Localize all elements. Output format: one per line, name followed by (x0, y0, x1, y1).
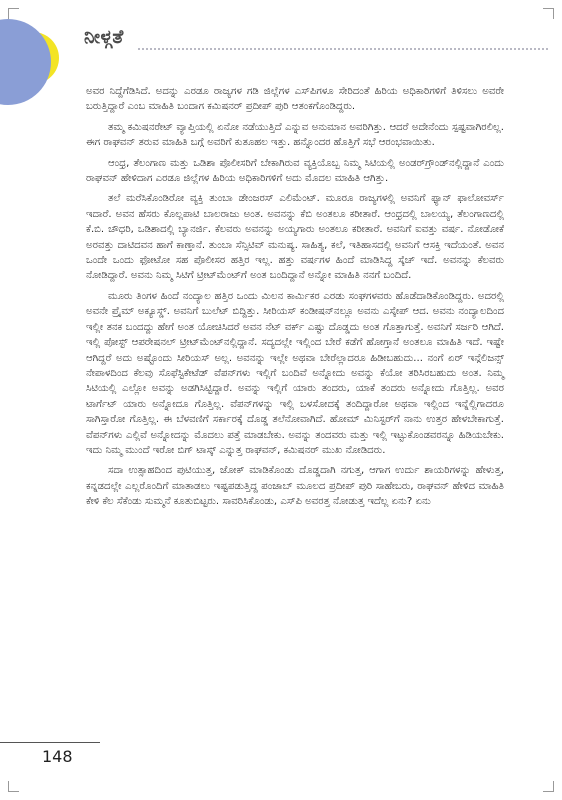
crop-mark-bottom-left (8, 781, 19, 792)
page-number: 148 (42, 747, 73, 766)
header-dotted-rule (138, 48, 548, 50)
body-text (86, 84, 504, 515)
blue-circle (0, 19, 51, 105)
paragraph: ಸದಾ ಉತ್ಸಾಹದಿಂದ ಪುಟಿಯುತ್ತ, ಜೋಕ್ ಮಾಡಿಕೊಂಡು ದೊಡ್ಡದಾಗಿ ನಗುತ್ತ, ಆಗಾಗ ಉರ್ದು ಶಾಯರಿಗಳನ್ನು ಹೇಳುತ್ತ, ಕನ್ನಡದಲ್ಲೇ ಎಲ್ಲರೊಂದಿಗೆ ಮಾತಾಡಲು ಇಷ್ಟಪಡುತ್ತಿದ್ದ ಪಂಜಾಬ್ ಮೂಲದ ಪ್ರದೀಪ್ ಪುರಿ ಸಾಹೇಬರು, ರಾಘವನ್ ಹೇಳಿದ ಮಾಹಿತಿ ಕೇಳಿ ಕೆಲ ಸೆಕೆಂಡು ಸುಮ್ಮನೆ ಕೂತುಬಿಟ್ಟರು. ಸಾವರಿಸಿಕೊಂಡು, ಎಸ್‌ಪಿ ಅವರತ್ತ ನೋಡುತ್ತ ಇದೆಲ್ಲ ಏನು? ಏನು (86, 465, 504, 508)
paragraph: ತಮ್ಮ ಕಮಿಷನರೇಟ್ ವ್ಯಾಪ್ತಿಯಲ್ಲಿ ಏನೋ ನಡೆಯುತ್ತಿದೆ ಎನ್ನುವ ಅನುಮಾನ ಅವರಿಗಿತ್ತು. ಆದರೆ ಅದೇನೆಂದು ಸ್ಪಷ್ಟವಾಗಿರಲಿಲ್ಲ. ಈಗ ರಾಘವನ್ ತರುವ ಮಾಹಿತಿ ಬಗ್ಗೆ ಅವರಿಗೆ ಕುತೂಹಲ ಇತ್ತು. ಹನ್ನೊಂದರ ಹೊತ್ತಿಗೆ ಸಭೆ ಆರಂಭವಾಯಿತು. (86, 121, 504, 149)
paragraph: ಅವರ ನಿದ್ದೆಗೆಡಿಸಿದೆ. ಅದನ್ನು ಎರಡೂ ರಾಜ್ಯಗಳ ಗಡಿ ಜಿಲ್ಲೆಗಳ ಎಸ್‌ಪಿಗಳೂ ಸೇರಿದಂತೆ ಹಿರಿಯ ಅಧಿಕಾರಿಗಳಿಗೆ ತಿಳಿಸಲು ಅವರೇ ಬರುತ್ತಿದ್ದಾರೆ ಎಂಬ ಮಾಹಿತಿ ಬಂದಾಗ ಕಮಿಷನರ್ ಪ್ರದೀಪ್ ಪುರಿ ಆತಂಕಗೊಂಡಿದ್ದರು. (86, 86, 504, 113)
paragraph: ಆಂಧ್ರ, ತೆಲಂಗಾಣ ಮತ್ತು ಒಡಿಶಾ ಪೊಲೀಸರಿಗೆ ಬೇಕಾಗಿರುವ ವ್ಯಕ್ತಿಯೊಬ್ಬ ನಿಮ್ಮ ಸಿಟಿಯಲ್ಲಿ ಅಂಡರ್‌ಗ್ರೌಂಡ್‌ನಲ್ಲಿದ್ದಾನೆ ಎಂದು ರಾಘವನ್ ಹೇಳಿದಾಗ ಎರಡೂ ಜಿಲ್ಲೆಗಳ ಹಿರಿಯ ಅಧಿಕಾರಿಗಳಿಗೆ ಅದು ಮೊದಲ ಮಾಹಿತಿ ಆಗಿತ್ತು. (86, 157, 504, 185)
footer-rule (0, 742, 100, 743)
paragraph: ಮೂರು ತಿಂಗಳ ಹಿಂದೆ ನಂದ್ಯಾಲ ಹತ್ತಿರ ಒಂದು ಮಿಲನ ಕಾರ್ಮಿಕರ ಎರಡು ಸಂಘಗಳವರು ಹೊಡೆದಾಡಿಕೊಂಡಿದ್ದರು. ಅದರಲ್ಲಿ ಅವನೇ ಪ್ರೈಮ್ ಅಕ್ಯೂಸ್ಡ್. ಅವನಿಗೆ ಬುಲೆಟ್ ಬಿದ್ದಿತ್ತು. ಸೀರಿಯಸ್ ಕಂಡೀಷನ್‌ನಲ್ಲೂ ಅವನು ಎಸ್ಕೇಪ್ ಆದ. ಅವನು ನಂದ್ಯಾಲದಿಂದ ಇಲ್ಲೀ ತನಕ ಬಂದದ್ದು ಹೇಗೆ ಅಂತ ಯೋಚಿಸಿದರೆ ಅವನ ನೆಟ್ ವರ್ಕ್ ಎಷ್ಟು ದೊಡ್ಡದು ಅಂತ ಗೊತ್ತಾಗುತ್ತೆ. ಅವನಿಗೆ ಸರ್ಜರಿ ಆಗಿದೆ. ಇಲ್ಲಿ ಪೋಸ್ಟ್ ಆಪರೇಷನಲ್ ಟ್ರೀಟ್‌ಮೆಂಟ್‌ನಲ್ಲಿದ್ದಾನೆ. ಸದ್ಯದಲ್ಲೇ ಇಲ್ಲಿಂದ ಬೇರೆ ಕಡೆಗೆ ಹೋಗ್ತಾನೆ ಅಂತಲೂ ಮಾಹಿತಿ ಇದೆ. ಇಷ್ಟೇ ಆಗಿದ್ದರೆ ಅದು ಅಷ್ಟೊಂದು ಸೀರಿಯಸ್ ಅಲ್ಲ. ಅವನನ್ನು ಇಲ್ಲೇ ಅಥವಾ ಬೇರೆಲ್ಲಾದರೂ ಹಿಡೀಬಹುದು... ನಂಗೆ ಏರ್ ಇನ್ಗೆಲಿಜನ್ಸ್ ನೇಪಾಳದಿಂದ ಕೆಲವು ಸೊಫೆಸ್ಟಿಕೇಟೆಡ್ ವೆಪನ್‌ಗಳು ಇಲ್ಲಿಗೆ ಬಂದಿವೆ ಅನ್ನೋದು ಅವನ್ನು ಕೆಯೋ ತರಿಸಿರಬಹುದು ಅಂತ. ನಿಮ್ಮ ಸಿಟಿಯಲ್ಲಿ ಎಲ್ಲೋ ಅವನ್ನು ಅಡಗಿಸಿಟ್ಟಿದ್ದಾರೆ. ಅವನ್ನು ಇಲ್ಲಿಗೆ ಯಾರು ತಂದರು, ಯಾಕೆ ತಂದರು ಅನ್ನೋದು ಗೊತ್ತಿಲ್ಲ. ಅವರ ಟಾರ್ಗೆಟ್ ಯಾರು ಅನ್ನೋದೂ ಗೊತ್ತಿಲ್ಲ. ವೆಪನ್‌ಗಳನ್ನು ಇಲ್ಲಿ ಬಳಸೋದಕ್ಕೆ ತಂದಿದ್ದಾರೋ ಅಥವಾ ಇಲ್ಲಿಂದ ಇನ್ನೆಲ್ಲಿಗಾದರೂ ಸಾಗಿಸ್ತಾರೋ ಗೊತ್ತಿಲ್ಲ. ಈ ಬೆಳವಣಿಗೆ ಸರ್ಕಾರಕ್ಕೆ ದೊಡ್ಡ ತಲೆನೋವಾಗಿದೆ. ಹೋಮ್ ಮಿನಿಸ್ಟರ್‌ಗೆ ನಾನು ಉತ್ತರ ಹೇಳಬೇಕಾಗುತ್ತೆ. ವೆಪನ್‌ಗಳು ಎಲ್ಲಿವೆ ಅನ್ನೋದನ್ನು ಮೊದಲು ಪತ್ತೆ ಮಾಡಬೇಕು. ಅವನ್ನು ತಂದವರು ಮತ್ತು ಇಲ್ಲಿ ಇಟ್ಟುಕೊಂಡವರನ್ನೂ ಹಿಡಿಯಬೇಕು. ಇದು ನಿಮ್ಮ ಮುಂದೆ ಇರೋ ಬಿಗ್ ಟಾಸ್ಕ್ ಎನ್ನುತ್ತ ರಾಘವನ್, ಕಮಿಷನರ್ ಮುಖ ನೋಡಿದರು. (86, 290, 504, 456)
crop-mark-top-right (543, 8, 554, 19)
crop-mark-bottom-right (543, 781, 554, 792)
section-title: ನೀಳ್ಗತೆ (84, 26, 124, 48)
paragraph: ತಲೆ ಮರೆಸಿಕೊಂಡಿರೋ ವ್ಯಕ್ತಿ ತುಂಬಾ ಡೇಂಜರಸ್ ಎಲಿಮೆಂಟ್. ಮೂರೂ ರಾಜ್ಯಗಳಲ್ಲಿ ಅವನಿಗೆ ಫ್ಯಾನ್ ಫಾಲೋವರ್ಸ್ ಇದಾರೆ. ಅವನ ಹೆಸರು ಕೊಲ್ಲಪಾಟಿ ಬಾಲರಾಜು ಅಂತ. ಅವನನ್ನು ಕೆಬಿ ಅಂತಲೂ ಕರೀತಾರೆ. ಆಂಧ್ರದಲ್ಲಿ ಬಾಲಯ್ಯ, ತೆಲಂಗಾಣದಲ್ಲಿ ಕೆ.ಬಿ. ಚೌಧರಿ, ಒಡಿಶಾದಲ್ಲಿ ಬ್ಯಾನರ್ಜಿ. ಕೆಲವರು ಅವನನ್ನು ಅಯ್ಯಗಾರು ಅಂತಲೂ ಕರೀತಾರೆ. ಅವನಿಗೆ ಐವತ್ತು ವರ್ಷ. ನೋಡೋಕೆ ಅರವತ್ತು ದಾಟಿದವನ ಹಾಗೆ ಕಾಣ್ತಾನೆ. ತುಂಬಾ ಸೆನ್ಸಿಟಿವ್ ಮನುಷ್ಯ. ಸಾಹಿತ್ಯ, ಕಲೆ, ಇತಿಹಾಸದಲ್ಲಿ ಅವನಿಗೆ ಆಸಕ್ತಿ ಇದೆಯಂತೆ. ಅವನ ಒಂದೇ ಒಂದು ಫೋಟೋ ಸಹ ಪೊಲೀಸರ ಹತ್ತಿರ ಇಲ್ಲ. ಹತ್ತು ವರ್ಷಗಳ ಹಿಂದೆ ಮಾಡಿಸಿದ್ದ ಸ್ಕೆಚ್ ಇದೆ. ಅವನನ್ನು ಕೆಲವರು ನೋಡಿದ್ದಾರೆ. ಅವನು ನಿಮ್ಮ ಸಿಟಿಗೆ ಟ್ರೀಟ್‌ಮೆಂಟ್‌ಗೆ ಅಂತ ಬಂದಿದ್ದಾನೆ ಅನ್ನೋ ಮಾಹಿತಿ ನನಗೆ ಬಂದಿದೆ. (86, 193, 504, 282)
